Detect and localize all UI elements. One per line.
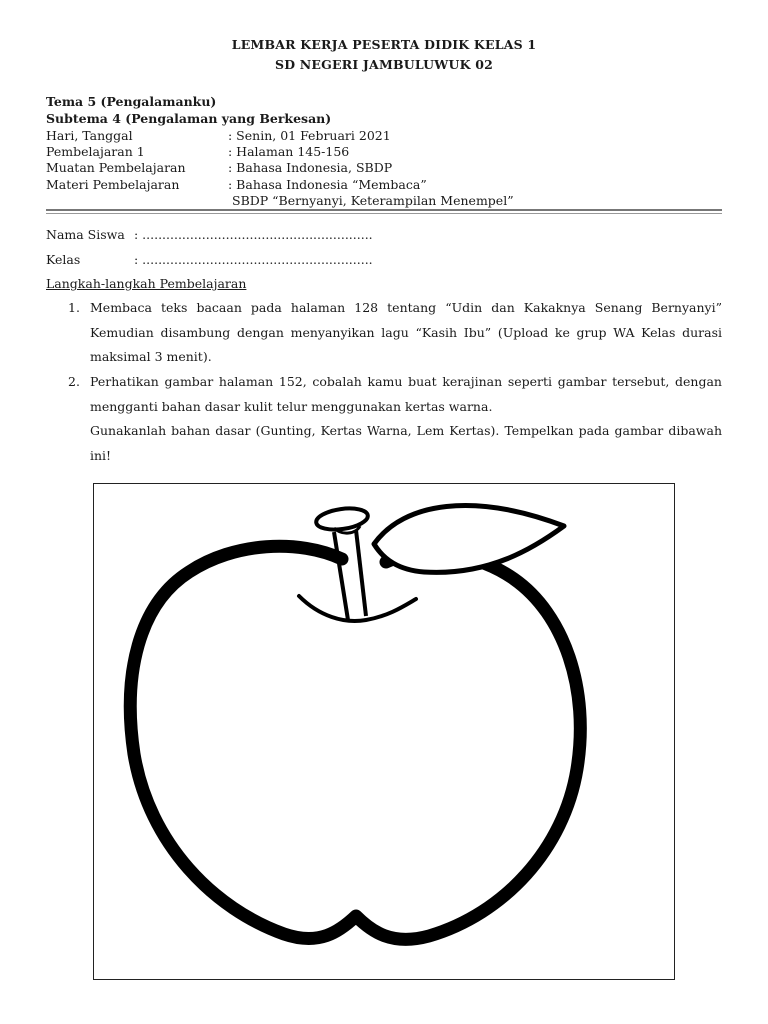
student-name-field[interactable]: : ..........................................................: [134, 227, 373, 242]
info-label: Muatan Pembelajaran: [46, 160, 186, 175]
info-value: : Halaman 145-156: [228, 144, 350, 159]
tema-label: Tema 5 (Pengalamanku): [46, 94, 217, 109]
step-text: Perhatikan gambar halaman 152, cobalah kamu buat kerajinan seperti gambar tersebut, dengan mengganti bahan dasar kulit telur menggunakan kertas warna.: [90, 374, 722, 414]
step-text: Membaca teks bacaan pada halaman 128 tentang “Udin dan Kakaknya Senang Bernyanyi” Kemudian disambung dengan menyanyikan lagu “Kasih Ibu” (Upload ke grup WA Kelas durasi maksimal 3 menit).: [90, 300, 722, 364]
apple-picture-frame: [93, 483, 675, 980]
info-value: : Bahasa Indonesia “Membaca”: [228, 177, 427, 192]
student-name-label: Nama Siswa: [46, 227, 125, 242]
school-name: SD NEGERI JAMBULUWUK 02: [274, 57, 494, 72]
info-value: : Senin, 01 Februari 2021: [228, 128, 391, 143]
info-value: : Bahasa Indonesia, SBDP: [228, 160, 393, 175]
step-text: Gunakanlah bahan dasar (Gunting, Kertas Warna, Lem Kertas). Tempelkan pada gambar dibawah ini!: [90, 423, 722, 463]
steps-heading: Langkah-langkah Pembelajaran: [46, 276, 247, 291]
student-class-label: Kelas: [46, 252, 81, 267]
worksheet-title: LEMBAR KERJA PESERTA DIDIK KELAS 1: [231, 37, 537, 52]
info-value: SBDP “Bernyanyi, Keterampilan Menempel”: [232, 193, 514, 208]
info-label: Materi Pembelajaran: [46, 177, 180, 192]
divider-line: [46, 209, 722, 211]
subtema-label: Subtema 4 (Pengalaman yang Berkesan): [46, 111, 332, 126]
apple-outline-icon: [94, 484, 673, 978]
step-number: 2.: [68, 374, 80, 389]
student-class-field[interactable]: : ..........................................................: [134, 252, 373, 267]
info-label: Pembelajaran 1: [46, 144, 145, 159]
step-number: 1.: [68, 300, 80, 315]
info-label: Hari, Tanggal: [46, 128, 133, 143]
divider-line: [46, 213, 722, 214]
